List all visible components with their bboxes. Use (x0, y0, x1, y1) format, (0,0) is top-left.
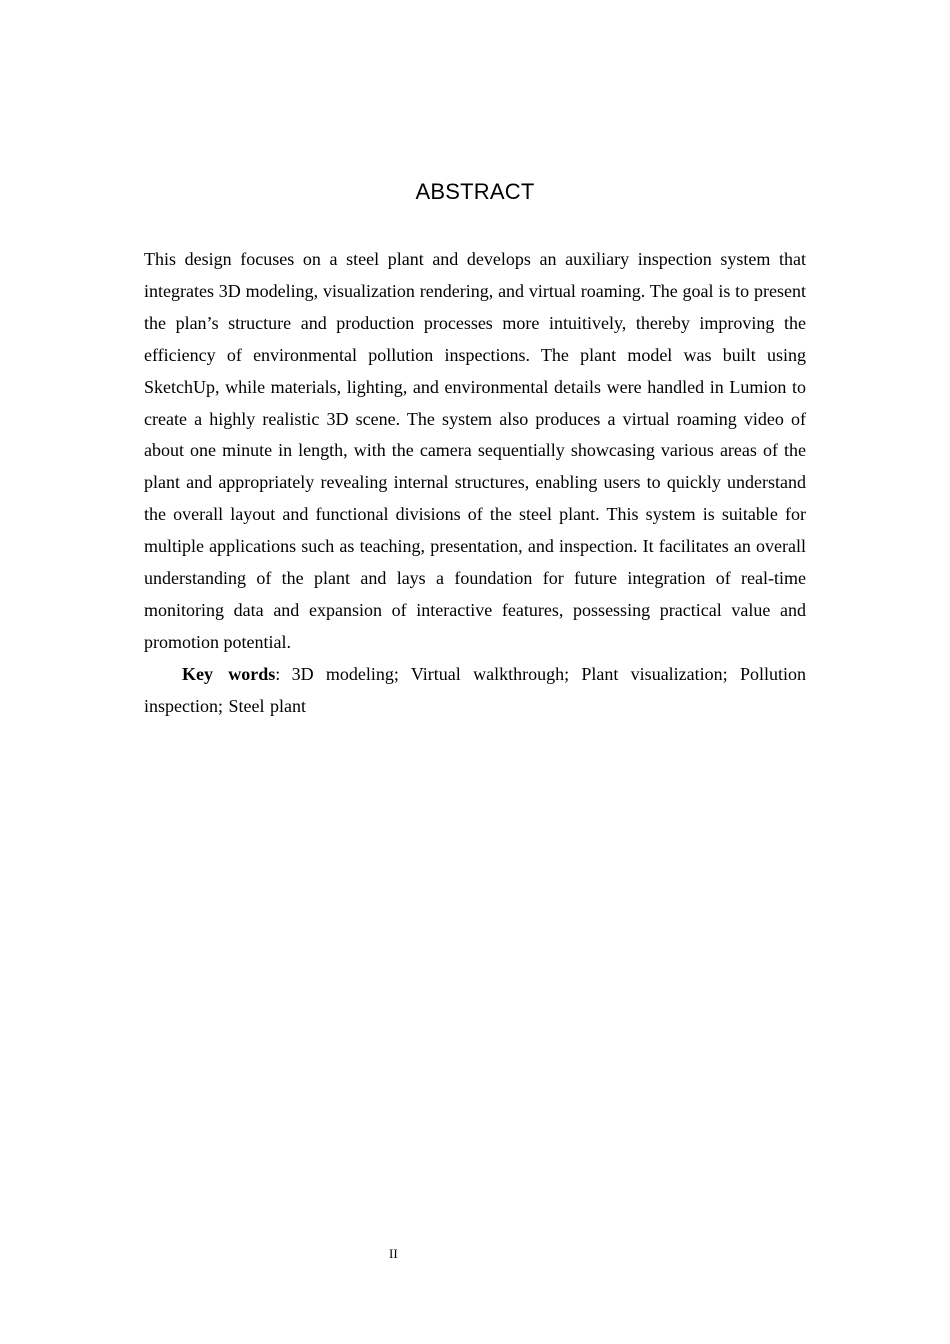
keywords-label: Key words (182, 664, 276, 684)
abstract-body: This design focuses on a steel plant and develops an auxiliary inspection system that integrates 3D modeling, visualization rendering, and virtual roaming. The goal is to present the plan’s structure and production processes more intuitively, thereby improving the efficiency of environmental pollution inspections. The plant model was built using SketchUp, while materials, lighting, and environmental details were handled in Lumion to create a highly realistic 3D scene. The system also produces a virtual roaming video of about one minute in length, with the camera sequentially showcasing various areas of the plant and appropriately revealing internal structures, enabling users to quickly understand the overall layout and functional divisions of the steel plant. This system is suitable for multiple applications such as teaching, presentation, and inspection. It facilitates an overall understanding of the plant and lays a foundation for future integration of real-time monitoring data and expansion of interactive features, possessing practical value and promotion potential. (144, 249, 806, 652)
keywords-separator: : (275, 664, 292, 684)
keywords-list: 3D modeling; Virtual walkthrough; Plant visualization; Pollution inspection; Steel plant (144, 664, 806, 716)
keywords-paragraph (144, 659, 806, 723)
page-number: II (389, 1246, 398, 1261)
abstract-title: ABSTRACT (415, 179, 535, 204)
